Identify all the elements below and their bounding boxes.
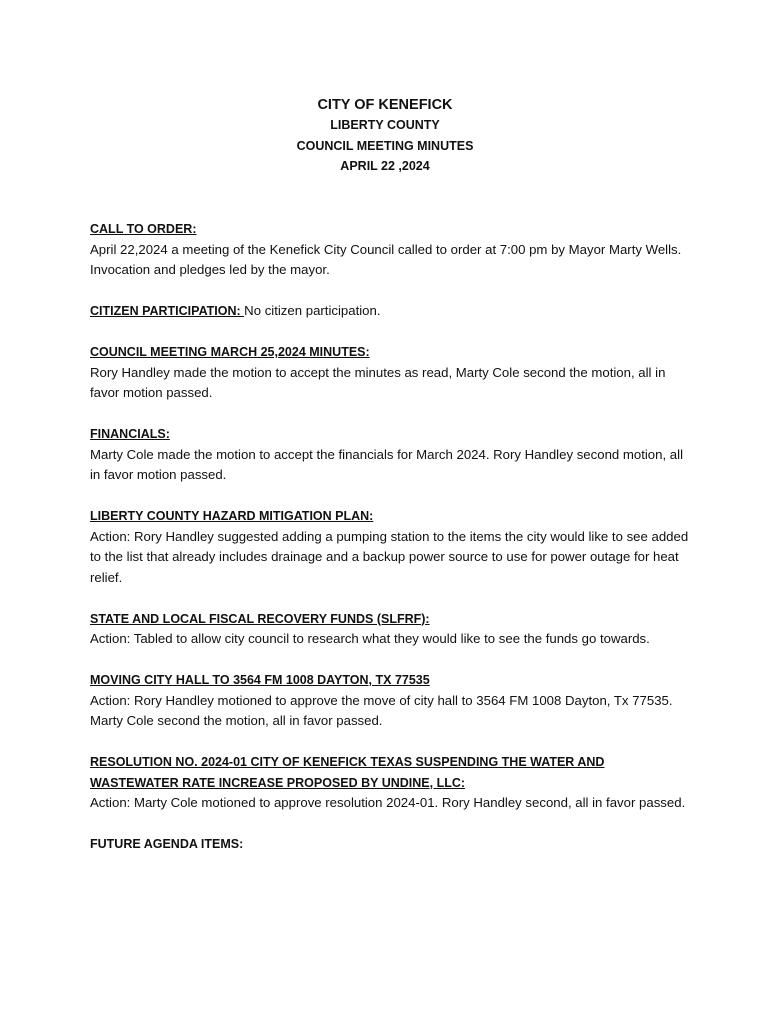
document-type: COUNCIL MEETING MINUTES bbox=[296, 138, 474, 153]
section-text: Action: Tabled to allow city council to research what they would like to see the funds go towards. bbox=[90, 631, 650, 646]
county-name: LIBERTY COUNTY bbox=[330, 118, 440, 132]
section-slfrf bbox=[90, 609, 690, 650]
section-text: No citizen participation. bbox=[244, 303, 381, 318]
section-text: Action: Rory Handley motioned to approve the move of city hall to 3564 FM 1008 Dayton, Tx 77535. Marty Cole second the motion, all in favor passed. bbox=[90, 692, 673, 728]
minutes-body bbox=[90, 219, 690, 875]
document-header bbox=[0, 95, 770, 177]
section-future-agenda bbox=[90, 834, 690, 855]
section-heading: LIBERTY COUNTY HAZARD MITIGATION PLAN: bbox=[90, 509, 374, 523]
section-text: April 22,2024 a meeting of the Kenefick City Council called to order at 7:00 pm by Mayor Marty Wells. Invocation and pledges led by the mayor. bbox=[90, 241, 682, 277]
section-text: Action: Rory Handley suggested adding a pumping station to the items the city would like to see added to the list that already includes drainage and a backup power source to use for power outage for heat relief. bbox=[90, 528, 689, 585]
section-heading: STATE AND LOCAL FISCAL RECOVERY FUNDS (SLFRF): bbox=[90, 611, 430, 626]
section-heading: FINANCIALS: bbox=[90, 427, 170, 441]
section-heading: MOVING CITY HALL TO 3564 FM 1008 DAYTON, TX 77535 bbox=[90, 673, 430, 687]
section-hazard-mitigation bbox=[90, 506, 690, 588]
section-heading: CALL TO ORDER: bbox=[90, 222, 197, 236]
city-title: CITY OF KENEFICK bbox=[317, 97, 453, 113]
section-heading: CITIZEN PARTICIPATION: bbox=[90, 304, 245, 318]
section-call-to-order bbox=[90, 219, 690, 281]
section-text: Marty Cole made the motion to accept the financials for March 2024. Rory Handley second motion, all in favor motion passed. bbox=[90, 446, 683, 482]
section-heading: COUNCIL MEETING MARCH 25,2024 MINUTES: bbox=[90, 345, 370, 359]
section-resolution bbox=[90, 752, 690, 814]
section-heading: RESOLUTION NO. 2024-01 CITY OF KENEFICK TEXAS SUSPENDING THE WATER AND WASTEWATER RATE INCREASE PROPOSED BY UNDINE, LLC: bbox=[90, 755, 605, 790]
citizen-participation-line bbox=[90, 301, 690, 322]
section-heading: FUTURE AGENDA ITEMS: bbox=[90, 837, 244, 851]
section-city-hall-move bbox=[90, 670, 690, 732]
section-citizen-participation bbox=[90, 301, 690, 322]
section-text: Rory Handley made the motion to accept the minutes as read, Marty Cole second the motion, all in favor motion passed. bbox=[90, 364, 666, 400]
meeting-date: APRIL 22 ,2024 bbox=[340, 159, 430, 173]
section-text: Action: Marty Cole motioned to approve resolution 2024-01. Rory Handley second, all in favor passed. bbox=[90, 795, 686, 810]
section-previous-minutes bbox=[90, 342, 690, 404]
section-financials bbox=[90, 424, 690, 486]
